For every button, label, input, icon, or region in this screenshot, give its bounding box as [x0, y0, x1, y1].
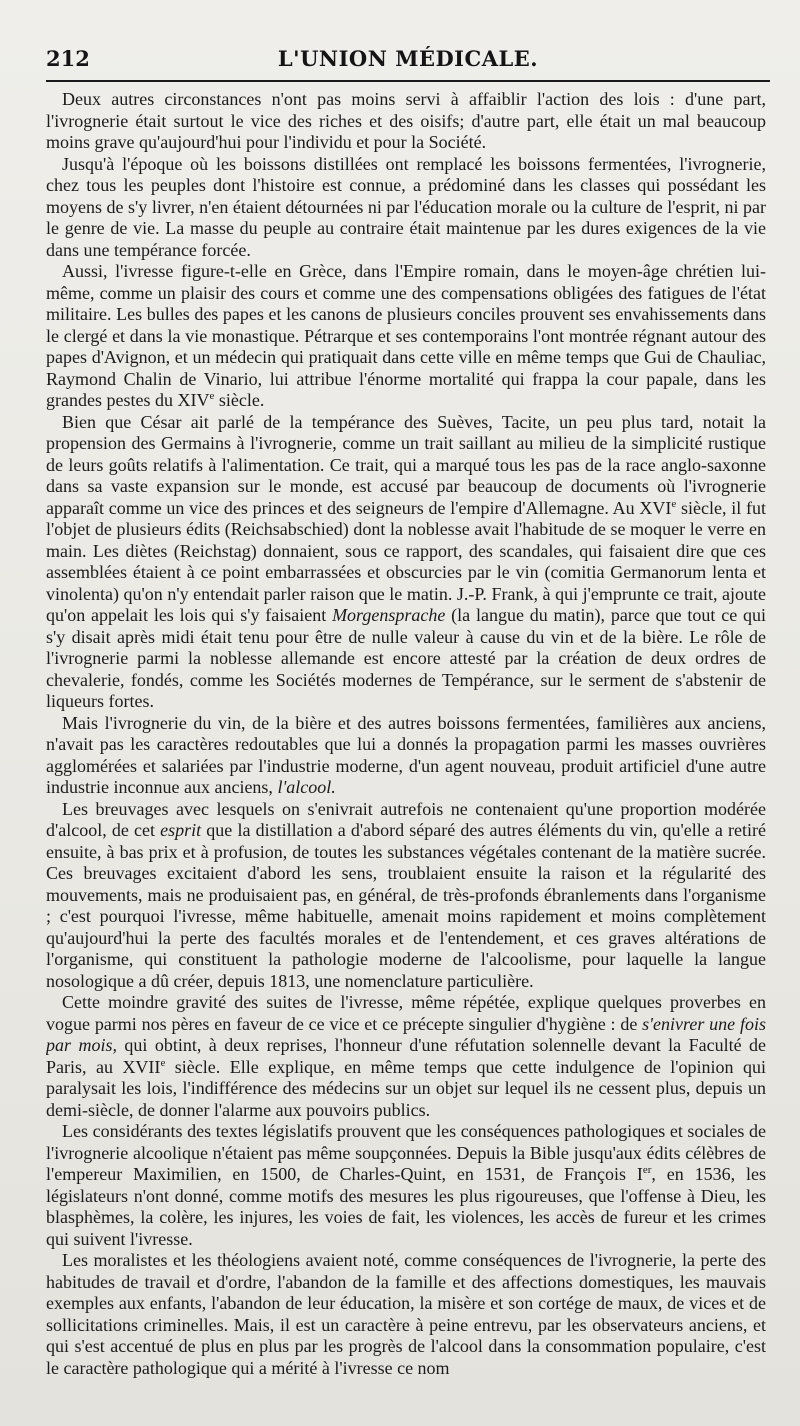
header-rule: [46, 80, 770, 82]
paragraph-9: Les moralistes et les théologiens avaient noté, comme conséquences de l'ivrognerie, la perte des habitudes de travail et d'ordre, l'abandon de la famille et des affections domestiques, les mauvais exemples aux enfants, l'abandon de leur éducation, la misère et son cortége de maux, de vices et de sollicitations criminelles. Mais, il est un caractère à peine entrevu, par les observateurs anciens, et qui s'est accentué de plus en plus par les progrès de l'alcool dans la consommation populaire, c'est le caractère pathologique qui a mérité à l'ivresse ce nom: [46, 1250, 766, 1378]
paragraph-3: Aussi, l'ivresse figure-t-elle en Grèce, dans l'Empire romain, dans le moyen-âge chrétien lui-même, comme un plaisir des cours et comme une des compensations obligées des fatigues de l'état militaire. Les bulles des papes et les canons de plusieurs conciles prouvent ses envahissements dans le clergé et dans la vie monastique. Pétrarque et ses contemporains l'ont montrée régnant autour des papes d'Avignon, et un médecin qui pratiquait dans cette ville en même temps que Gui de Chauliac, Raymond Chalin de Vinario, lui attribue l'énorme mortalité qui frappa la cour papale, dans les grandes pestes du XIVe siècle.: [46, 261, 766, 410]
century-numeral: XIV: [177, 390, 210, 410]
page-header: [46, 44, 770, 80]
century-numeral: XVII: [122, 1056, 161, 1077]
article-body: [46, 89, 766, 1419]
paragraph-8: Les considérants des textes législatifs prouvent que les conséquences pathologiques et sociales de l'ivrognerie alcoolique n'étaient pas même soupçonnées. Depuis la Bible jusqu'aux édits célèbres de l'empereur Maximilien, en 1500, de Charles-Quint, en 1531, de François Ier, en 1536, les législateurs n'ont donné, comme motifs des mesures les plus rigoureuses, que l'offense à Dieu, les blasphèmes, la colère, les injures, les voies de fait, les violences, les accès de fureur et les crimes qui suivent l'ivresse.: [46, 1121, 766, 1249]
italic-term: s'enivrer une fois par mois,: [46, 1013, 766, 1055]
paragraph-1: Deux autres circonstances n'ont pas moins servi à affaiblir l'action des lois : d'une part, l'ivrognerie était surtout le vice des riches et des oisifs; d'autre part, elle était un mal beaucoup moins grave qu'aujourd'hui pour l'individu et pour la Société.: [46, 89, 766, 152]
page-number: 212: [46, 46, 90, 71]
paragraph-5: Mais l'ivrognerie du vin, de la bière et des autres boissons fermentées, familières aux anciens, n'avait pas les caractères redoutables que lui a donnés la propagation parmi les masses ouvrières agglomérées et salariées par l'industrie moderne, d'un agent nouveau, produit artificiel d'une autre industrie inconnue aux anciens, l'alcool.: [46, 712, 766, 797]
italic-term: Morgensprache: [332, 605, 446, 625]
century-numeral: XVI: [639, 497, 672, 518]
running-title: L'UNION MÉDICALE.: [277, 46, 539, 71]
paragraph-2: Jusqu'à l'époque où les boissons distillées ont remplacé les boissons fermentées, l'ivrognerie, chez tous les peuples dont l'histoire est connue, a prédominé dans les classes qui possédant les moyens de s'y livrer, n'en étaient détournées ni par l'éducation morale ou la culture de l'esprit, ni par le genre de vie. La masse du peuple au contraire était maintenue par les dures exigences de la vie dans une tempérance forcée.: [46, 153, 766, 260]
paragraph-6: Les breuvages avec lesquels on s'enivrait autrefois ne contenaient qu'une proportion modérée d'alcool, de cet esprit que la distillation a d'abord séparé des autres éléments du vin, qu'elle a retiré ensuite, à bas prix et à profusion, de toutes les substances végétales contenant de la matière sucrée. Ces breuvages excitaient d'abord les sens, troublaient ensuite la raison et la régularité des mouvements, mais ne produisaient pas, en général, de très-profonds ébranlements dans l'organisme ; c'est pourquoi l'ivresse, même habituelle, amenait moins rapidement et moins complètement qu'aujourd'hui la perte des facultés morales et de l'entendement, et ces graves altérations de l'organisme, qui constituent la pathologie moderne de l'alcoolisme, pour laquelle la langue nosologique a dû créer, depuis 1813, une nomenclature particulière.: [46, 798, 766, 991]
paragraph-7: Cette moindre gravité des suites de l'ivresse, même répétée, explique quelques proverbes en vogue parmi nos pères en faveur de ce vice et ce précepte singulier d'hygiène : de s'enivrer une fois par mois, qui obtint, à deux reprises, l'honneur d'une réfutation solennelle devant la Faculté de Paris, au XVIIe siècle. Elle explique, en même temps que cette indulgence de l'opinion qui paralysait les lois, l'indifférence des médecins sur un objet sur lequel ils ne cessent plus, depuis un demi-siècle, de donner l'alarme aux pouvoirs publics.: [46, 992, 766, 1120]
italic-term: l'alcool.: [277, 777, 336, 797]
italic-term: esprit: [160, 820, 202, 840]
paragraph-4: Bien que César ait parlé de la tempérance des Suèves, Tacite, un peu plus tard, notait la propension des Germains à l'ivrognerie, comme un trait saillant au milieu de la simplicité rustique de leurs goûts relatifs à l'alimentation. Ce trait, qui a marqué tous les pas de la race anglo-saxonne dans sa vaste expansion sur le monde, est accusé par beaucoup de documents où l'ivrognerie apparaît comme un vice des princes et des seigneurs de l'empire d'Allemagne. Au XVIe siècle, il fut l'objet de plusieurs édits (Reichsabschied) dont la noblesse avait l'habitude de se moquer le verre en main. Les diètes (Reichstag) donnaient, sous ce rapport, des scandales, qui faisaient dire que ces assemblées étaient à ce point embarrassées et obscurcies par le vin (comitia Germanorum lenta et vinolenta) qu'on n'y entendait parler raison que le matin. J.-P. Frank, à qui j'emprunte ce trait, ajoute qu'on appelait les lois qui s'y faisaient Morgensprache (la langue du matin), parce que tout ce qui s'y disait après midi était tenu pour être de nulle valeur à cause du vin et de la bière. Le rôle de l'ivrognerie parmi la noblesse allemande est encore attesté par la création de deux ordres de chevalerie, fondés, comme les Sociétés modernes de Tempérance, sur le serment de s'abstenir de liqueurs fortes.: [46, 411, 766, 711]
